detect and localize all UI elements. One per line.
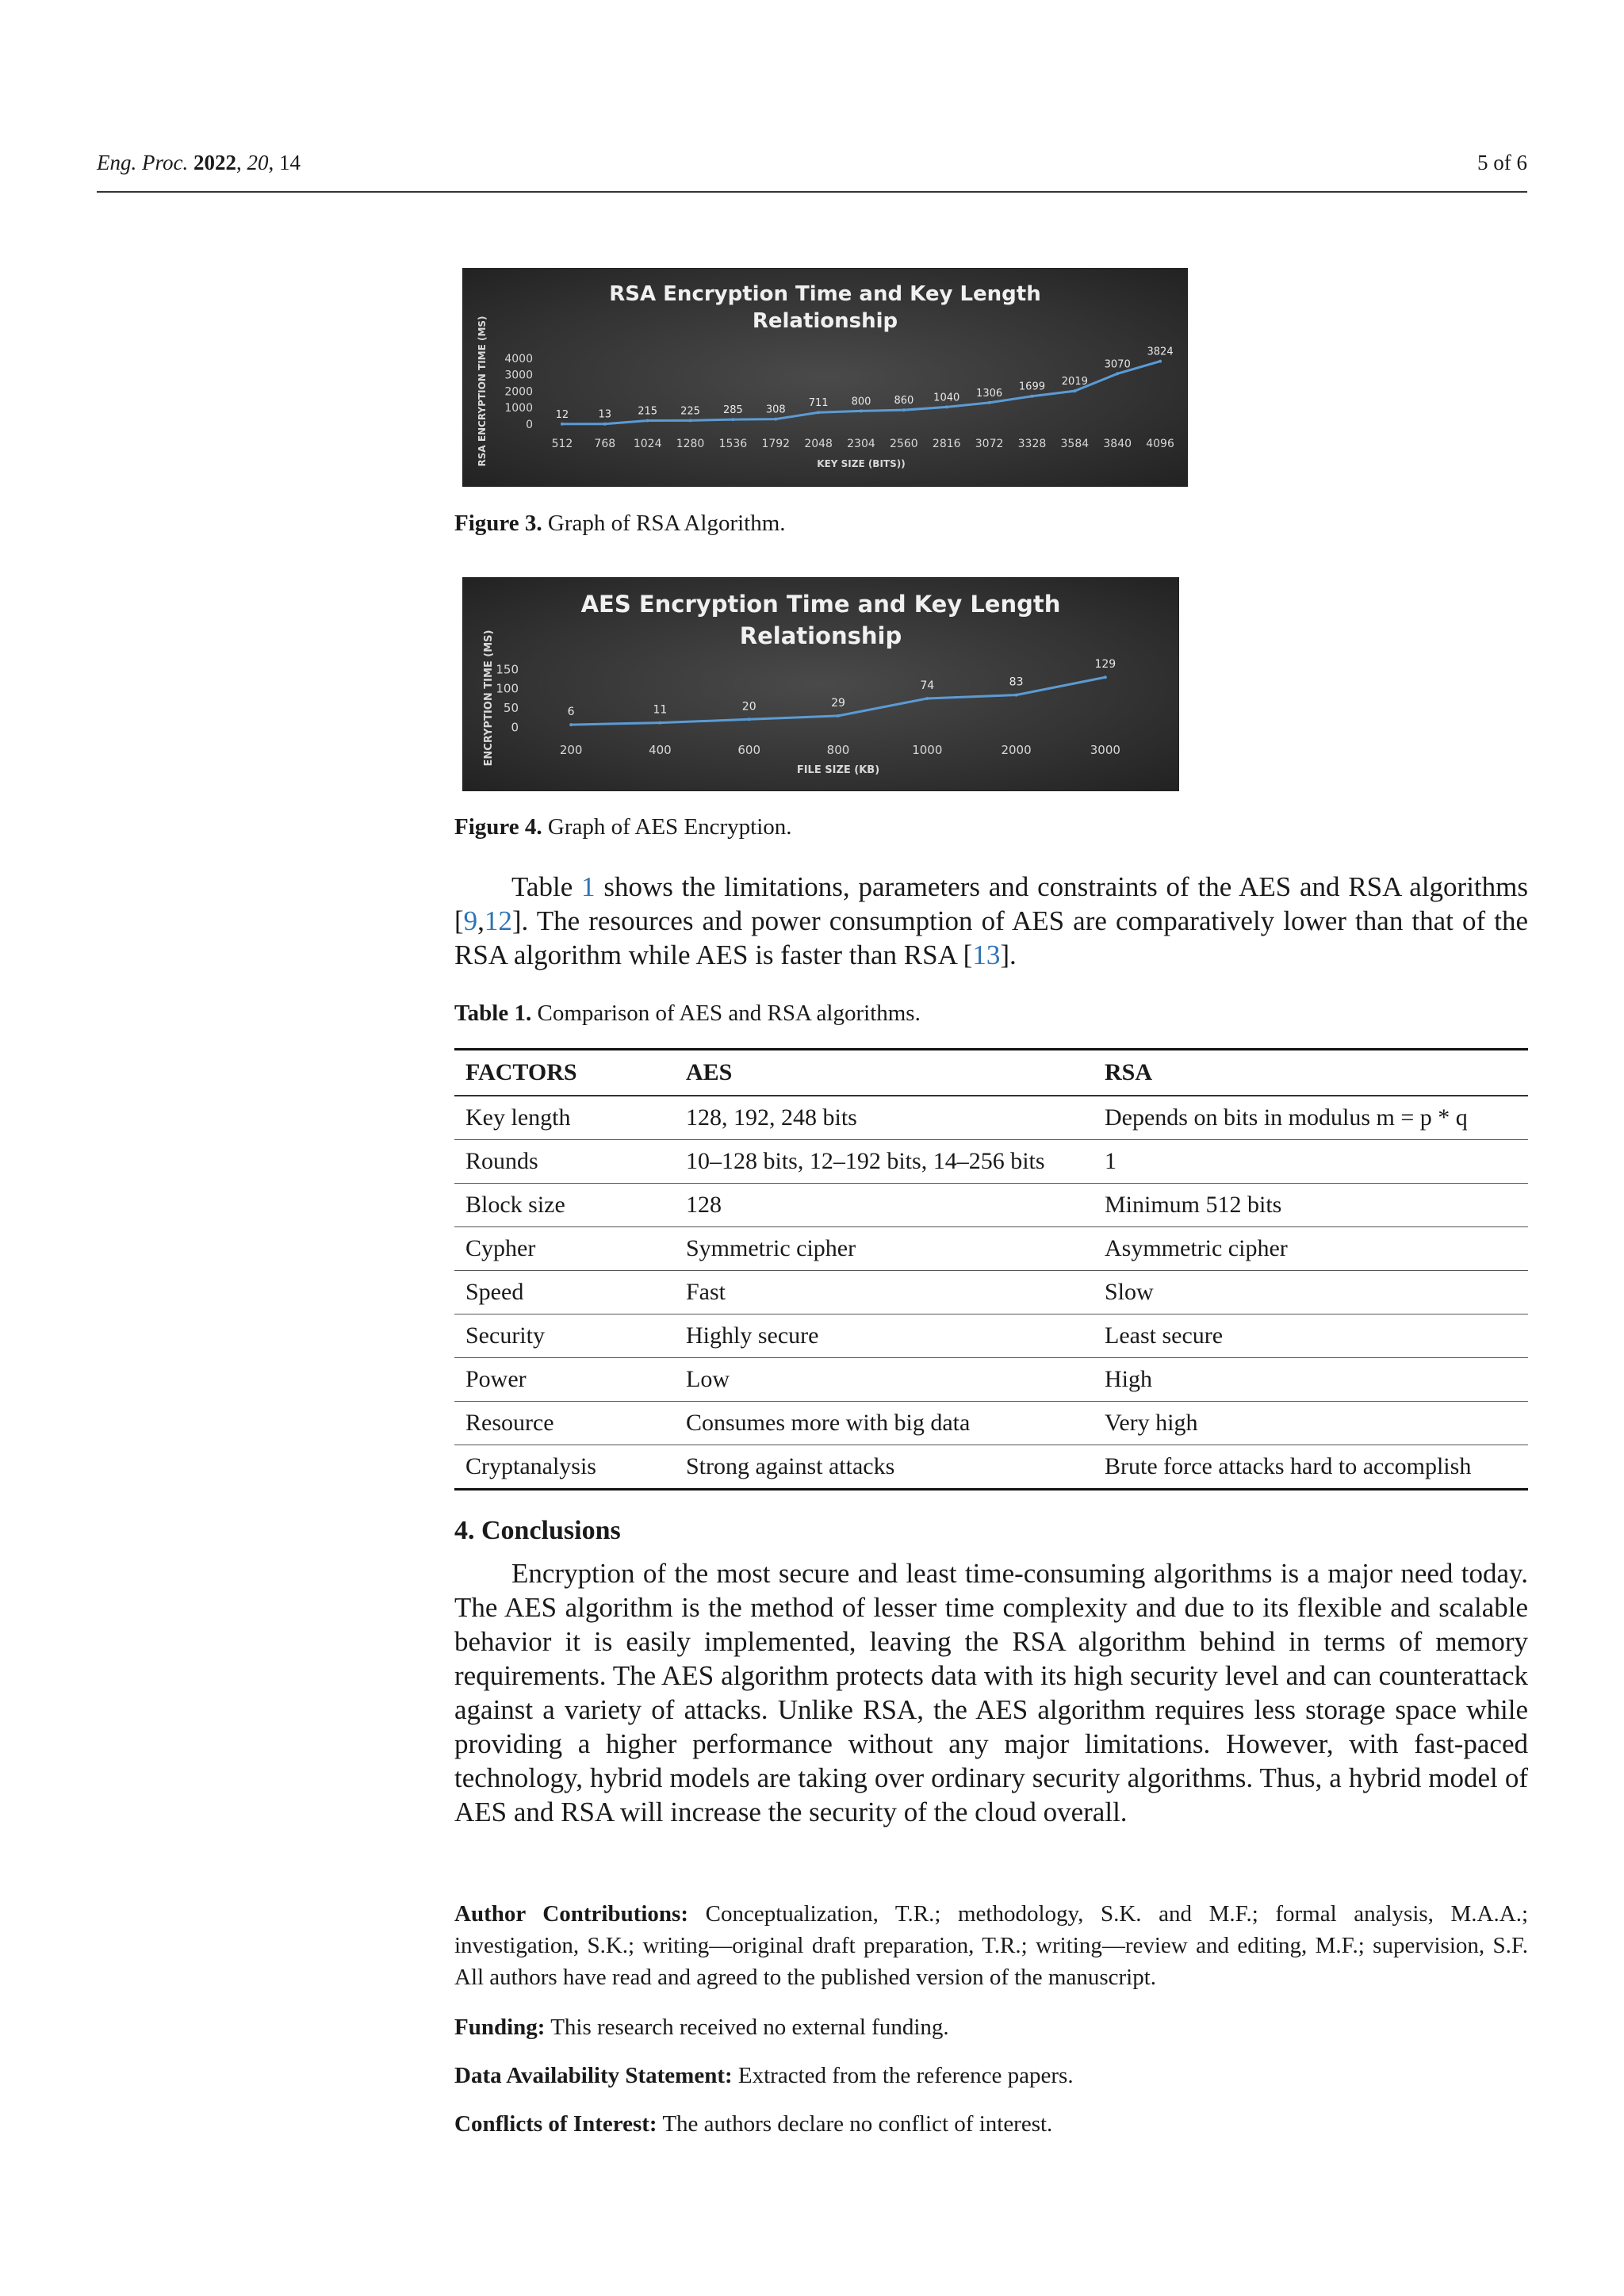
data-point <box>1015 694 1018 697</box>
cell-aes: Symmetric cipher <box>675 1227 1094 1271</box>
section-heading-conclusions: 4. Conclusions <box>454 1516 621 1545</box>
x-tick-label: 2816 <box>932 438 961 450</box>
data-point <box>837 714 840 718</box>
data-point <box>1159 360 1162 363</box>
data-label: 6 <box>567 706 575 719</box>
conflicts-text: The authors declare no conflict of interest. <box>662 2111 1053 2137</box>
article-number: 14 <box>278 151 301 174</box>
y-tick-label: 0 <box>526 418 533 431</box>
data-label: 20 <box>741 700 756 714</box>
table-1-caption-text: Comparison of AES and RSA algorithms. <box>537 1001 921 1026</box>
author-contributions-text: Conceptualization, T.R.; methodology, S.K. and M.F.; formal analysis, M.A.A.; investigation, S.K.; writing—original draft preparation, T.R.; writing—review and editing, M.F.; supervision, S.F. All authors have read and agreed to the published version of the manuscript. <box>454 1901 1529 1990</box>
data-label: 13 <box>598 408 612 421</box>
y-tick-label: 4000 <box>504 352 533 365</box>
cell-aes: Consumes more with big data <box>675 1402 1094 1445</box>
cell-rsa: Least secure <box>1094 1314 1528 1358</box>
data-label: 860 <box>894 395 914 408</box>
chart-title: AES Encryption Time and Key Length <box>580 591 1061 618</box>
para-text: , <box>477 905 485 936</box>
data-point <box>925 697 929 700</box>
rsa-chart-svg <box>463 269 1187 486</box>
funding-label: Funding: <box>454 2015 546 2040</box>
aes-chart-svg <box>463 578 1178 790</box>
cell-rsa: 1 <box>1094 1140 1528 1184</box>
y-tick-label: 50 <box>503 700 519 715</box>
cell-aes: 128, 192, 248 bits <box>675 1096 1094 1140</box>
journal-volume: 20 <box>247 151 269 174</box>
table-intro-paragraph <box>454 870 1528 972</box>
x-tick-label: 1280 <box>676 438 705 450</box>
x-tick-label: 400 <box>649 743 672 757</box>
figure-4-label: Figure 4. <box>454 814 542 840</box>
x-tick-label: 1536 <box>718 438 748 450</box>
table-row <box>454 1096 1528 1140</box>
table-row <box>454 1184 1528 1227</box>
conclusions-paragraph: Encryption of the most secure and least time-consuming algorithms is a major need today. The AES algorithm is the method of lesser time complexity and due to its flexible and scalable behavior it is easily implemented, leaving the RSA algorithm behind in terms of memory requirements. The AES algorithm protects data with its high security level and can counterattack against a variety of attacks. Unlike RSA, the AES algorithm requires less storage space while providing a higher performance without any major limitations. However, with fast-paced technology, hybrid models are taking over ordinary security algorithms. Thus, a hybrid model of AES and RSA will increase the security of the cloud overall. <box>454 1558 1528 1827</box>
funding-statement <box>454 2011 1528 2043</box>
citation-link[interactable]: 12 <box>484 905 512 936</box>
header-aes: AES <box>675 1050 1094 1096</box>
y-axis-label: RSA ENCRYPTION TIME (MS) <box>477 316 488 467</box>
cell-factor: Cryptanalysis <box>454 1445 675 1490</box>
cell-factor: Rounds <box>454 1140 675 1184</box>
cell-factor: Security <box>454 1314 675 1358</box>
data-point <box>1116 372 1119 375</box>
para-text: ]. <box>1000 939 1017 970</box>
x-tick-label: 3000 <box>1090 743 1120 757</box>
data-label: 285 <box>722 404 743 417</box>
cell-aes: Fast <box>675 1271 1094 1314</box>
header-rsa: RSA <box>1094 1050 1528 1096</box>
chart-title: Relationship <box>739 622 902 649</box>
x-tick-label: 3584 <box>1060 438 1090 450</box>
data-point <box>658 721 661 725</box>
x-axis-label: FILE SIZE (KB) <box>796 764 880 776</box>
cell-rsa: Minimum 512 bits <box>1094 1184 1528 1227</box>
data-label: 1306 <box>976 387 1003 400</box>
comparison-table <box>454 1048 1528 1490</box>
table-row <box>454 1358 1528 1402</box>
data-label: 800 <box>851 396 871 408</box>
data-point <box>902 408 906 411</box>
x-tick-label: 3328 <box>1017 438 1047 450</box>
citation-link[interactable]: 9 <box>463 905 478 936</box>
cell-aes: 128 <box>675 1184 1094 1227</box>
page-number: 5 of 6 <box>1477 151 1527 174</box>
figure-3-caption <box>454 511 786 537</box>
data-point <box>945 405 948 408</box>
running-header: Eng. Proc. 2022, 20, 14 <box>97 151 301 174</box>
cell-factor: Key length <box>454 1096 675 1140</box>
data-label: 74 <box>920 679 935 692</box>
data-point <box>817 411 820 414</box>
cell-factor: Block size <box>454 1184 675 1227</box>
y-tick-label: 2000 <box>504 385 533 399</box>
rsa-chart <box>462 268 1188 487</box>
x-tick-label: 3840 <box>1103 438 1132 450</box>
data-label: 711 <box>808 397 829 410</box>
table-row <box>454 1271 1528 1314</box>
table-row <box>454 1402 1528 1445</box>
data-point <box>1073 389 1076 392</box>
x-tick-label: 3072 <box>975 438 1004 450</box>
table-1-label: Table 1. <box>454 1001 532 1026</box>
chart-title: RSA Encryption Time and Key Length <box>609 282 1041 306</box>
data-label: 1699 <box>1018 381 1046 393</box>
cell-factor: Power <box>454 1358 675 1402</box>
cell-aes: Highly secure <box>675 1314 1094 1358</box>
cell-rsa: Brute force attacks hard to accomplish <box>1094 1445 1528 1490</box>
y-tick-label: 3000 <box>504 369 533 382</box>
data-availability-text: Extracted from the reference papers. <box>737 2063 1074 2088</box>
table-row <box>454 1445 1528 1490</box>
y-tick-label: 150 <box>496 662 519 677</box>
x-tick-label: 2000 <box>1001 743 1032 757</box>
data-label: 3070 <box>1104 358 1131 371</box>
cell-aes: Strong against attacks <box>675 1445 1094 1490</box>
y-tick-label: 1000 <box>504 402 533 415</box>
y-tick-label: 0 <box>511 720 519 735</box>
data-label: 83 <box>1009 675 1024 689</box>
x-tick-label: 200 <box>559 743 583 757</box>
x-tick-label: 800 <box>826 743 850 757</box>
data-point <box>774 418 777 421</box>
data-point <box>646 419 649 423</box>
x-tick-label: 2048 <box>804 438 833 450</box>
data-label: 129 <box>1094 658 1116 672</box>
cell-rsa: Depends on bits in modulus m = p * q <box>1094 1096 1528 1140</box>
cell-rsa: Very high <box>1094 1402 1528 1445</box>
data-point <box>988 401 991 404</box>
aes-chart <box>462 577 1179 791</box>
author-contributions-label: Author Contributions: <box>454 1901 688 1927</box>
y-tick-label: 100 <box>496 681 519 696</box>
data-point <box>561 423 564 426</box>
data-label: 215 <box>638 405 658 418</box>
x-tick-label: 768 <box>594 438 616 450</box>
table-row <box>454 1140 1528 1184</box>
cell-rsa: High <box>1094 1358 1528 1402</box>
figure-4-caption-text: Graph of AES Encryption. <box>547 814 792 840</box>
x-tick-label: 1024 <box>633 438 662 450</box>
data-point <box>731 418 734 421</box>
data-label: 11 <box>653 703 668 717</box>
cell-rsa: Slow <box>1094 1271 1528 1314</box>
cell-factor: Resource <box>454 1402 675 1445</box>
x-tick-label: 512 <box>551 438 573 450</box>
data-availability-label: Data Availability Statement: <box>454 2063 733 2088</box>
data-label: 225 <box>680 405 700 418</box>
x-tick-label: 2304 <box>847 438 875 450</box>
cell-factor: Cypher <box>454 1227 675 1271</box>
data-point <box>603 423 607 426</box>
chart-title: Relationship <box>752 309 898 333</box>
data-point <box>569 723 573 726</box>
data-point <box>860 409 863 412</box>
data-label: 12 <box>555 408 569 421</box>
para-text: shows the limitations, parameters and constraints of the AES and RSA algorithms [ <box>454 871 1528 936</box>
data-label: 3824 <box>1147 346 1174 358</box>
conflicts-statement <box>454 2108 1528 2140</box>
x-tick-label: 4096 <box>1146 438 1174 450</box>
header-factors: FACTORS <box>454 1050 675 1096</box>
data-label: 1040 <box>933 392 960 404</box>
data-point <box>748 718 751 721</box>
y-axis-label: ENCRYPTION TIME (MS) <box>483 629 495 767</box>
citation-link[interactable]: 13 <box>972 939 1001 970</box>
para-text: Table <box>511 871 582 902</box>
x-tick-label: 1792 <box>761 438 791 450</box>
figure-3-caption-text: Graph of RSA Algorithm. <box>547 511 786 536</box>
table-header-row <box>454 1050 1528 1096</box>
table-1-caption <box>454 1001 921 1027</box>
cell-rsa: Asymmetric cipher <box>1094 1227 1528 1271</box>
header-rule <box>97 191 1527 193</box>
journal-year: 2022 <box>193 151 236 174</box>
figure-4-caption <box>454 814 792 840</box>
data-point <box>689 419 692 422</box>
journal-name: Eng. Proc. <box>97 151 189 174</box>
data-label: 308 <box>765 404 786 416</box>
x-tick-label: 600 <box>737 743 761 757</box>
conflicts-label: Conflicts of Interest: <box>454 2111 657 2137</box>
cell-aes: Low <box>675 1358 1094 1402</box>
data-point <box>1104 675 1107 679</box>
para-text: ]. The resources and power consumption of AES are comparatively lower than that of the RSA algorithm while AES is faster than RSA [ <box>454 905 1528 970</box>
cell-factor: Speed <box>454 1271 675 1314</box>
x-tick-label: 2560 <box>890 438 918 450</box>
figure-3-label: Figure 3. <box>454 511 542 536</box>
table-row <box>454 1227 1528 1271</box>
cell-aes: 10–128 bits, 12–192 bits, 14–256 bits <box>675 1140 1094 1184</box>
table-ref-link[interactable]: 1 <box>581 871 596 902</box>
data-availability-statement <box>454 2060 1528 2091</box>
x-tick-label: 1000 <box>912 743 943 757</box>
data-label: 2019 <box>1061 376 1088 388</box>
data-label: 29 <box>831 696 845 710</box>
data-point <box>1030 395 1033 398</box>
x-axis-label: KEY SIZE (BITS)) <box>817 458 906 469</box>
funding-text: This research received no external funding. <box>550 2015 949 2040</box>
author-contributions <box>454 1898 1528 1993</box>
table-row <box>454 1314 1528 1358</box>
